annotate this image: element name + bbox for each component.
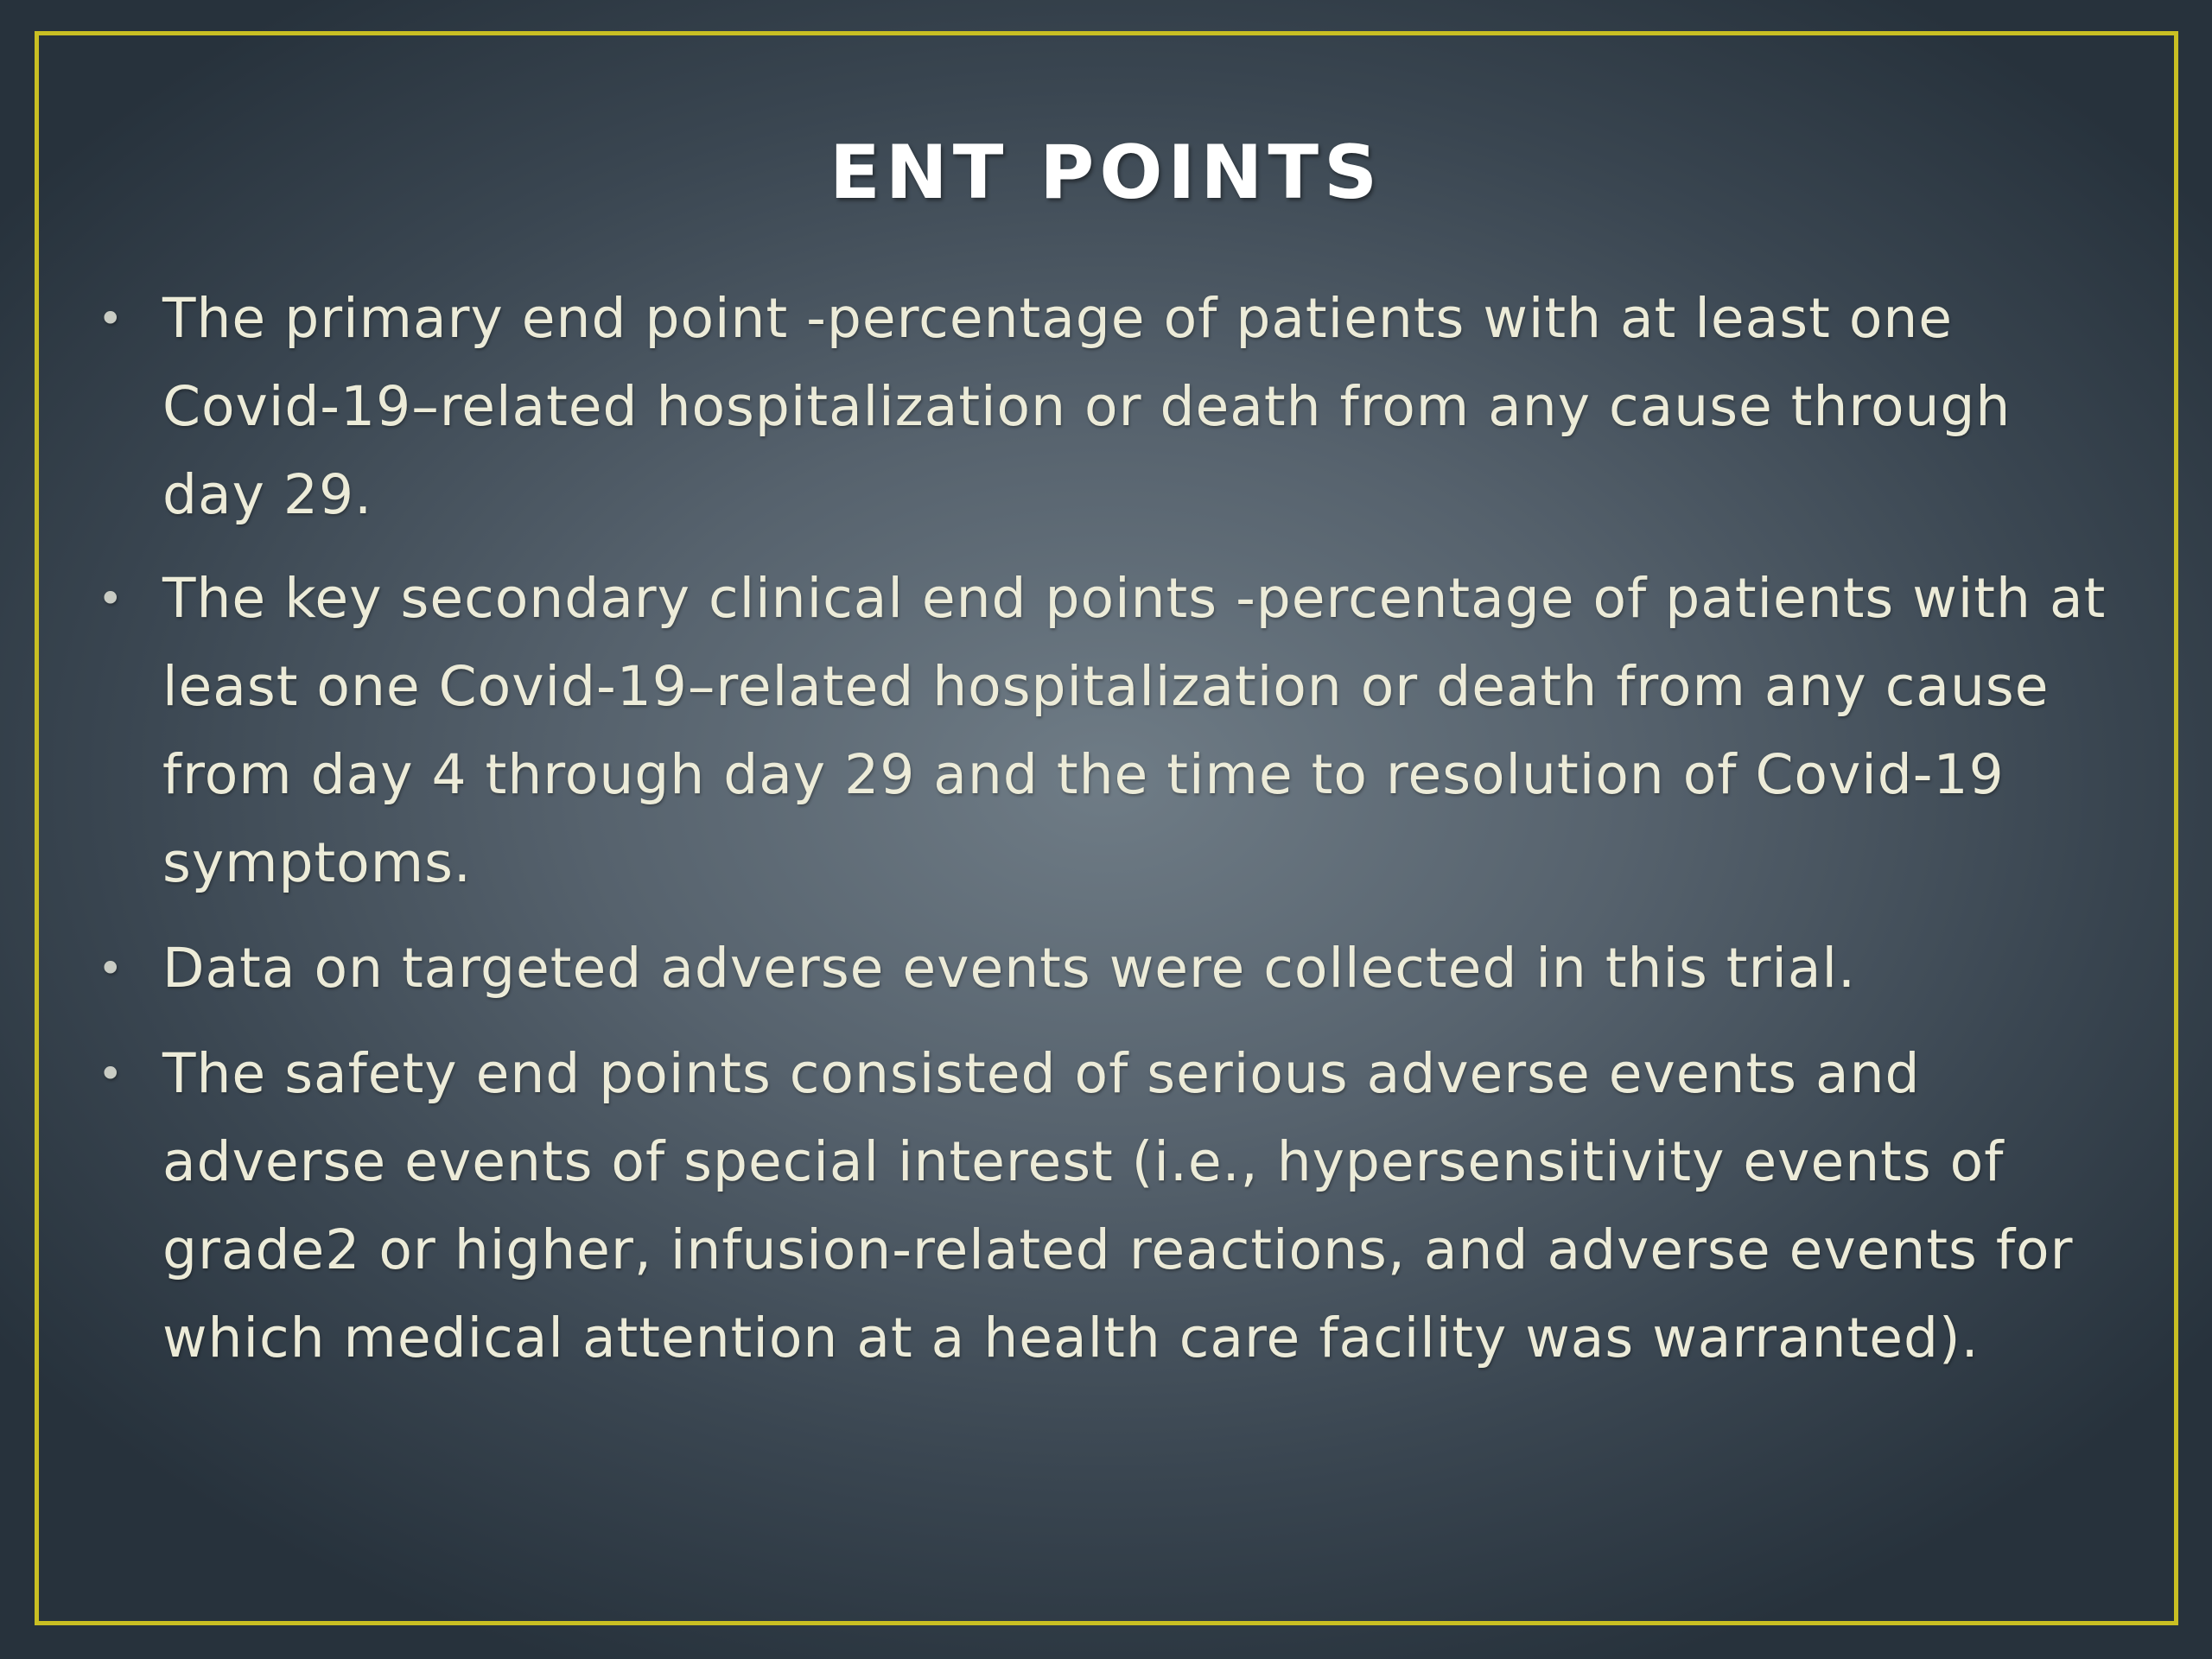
bullet-item-adverse-events-data [91,925,2121,1013]
bullet-list [91,275,2121,1382]
bullet-item-safety-end-points [91,1030,2121,1382]
bullet-text: The key secondary clinical end points -percentage of patients with at least one Covid-19–related hospitalization or death from any cause from day 4 through day 29 and the time to resolution of Covid-19 symptoms. [162,567,2107,894]
bullet-text: The primary end point -percentage of patients with at least one Covid-19–related hospitalization or death from any cause through day 29. [162,287,2012,526]
bullet-text: Data on targeted adverse events were collected in this trial. [162,937,1857,1000]
bullet-item-primary-end-point [91,275,2121,539]
bullet-item-secondary-end-points [91,555,2121,907]
bullet-dot-icon: • [98,574,124,624]
bullet-dot-icon: • [98,294,124,344]
slide-title: ENT POINTS [829,130,1383,216]
bullet-text: The safety end points consisted of serious adverse events and adverse events of special interest (i.e., hypersensitivity events of grade2 or higher, infusion-related reactions, and adverse events for which medical attention at a health care facility was warranted). [162,1042,2074,1370]
bullet-dot-icon: • [98,1049,124,1099]
bullet-dot-icon: • [98,944,124,994]
